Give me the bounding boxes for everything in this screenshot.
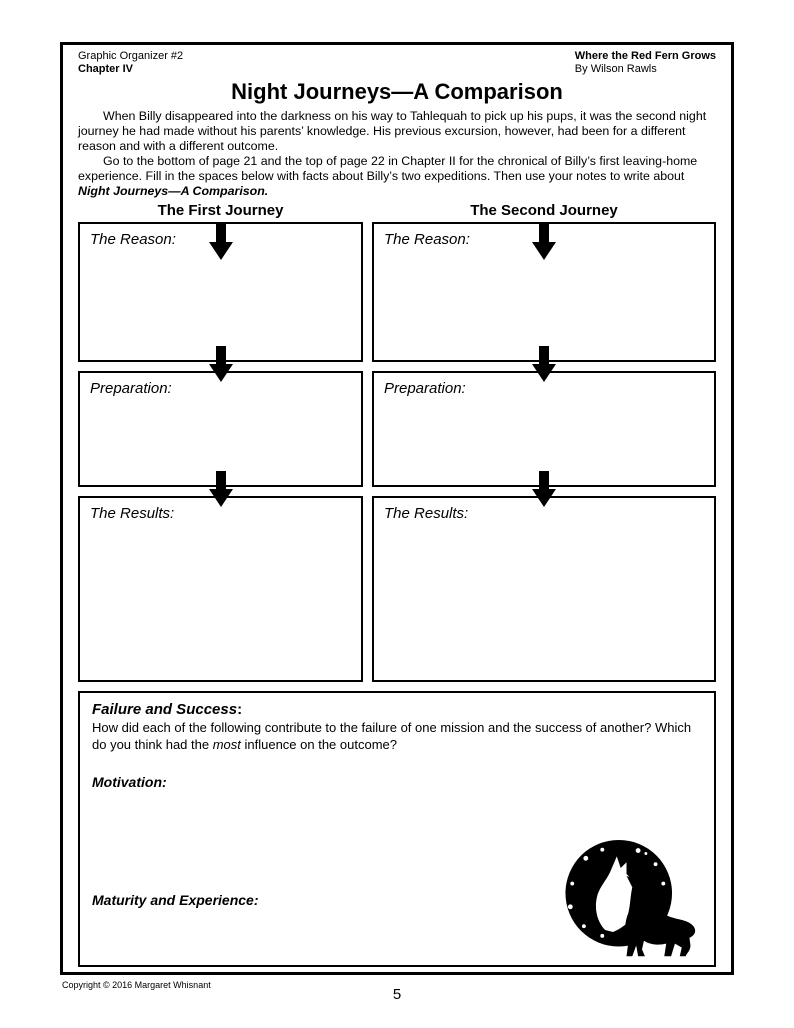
results-row (78, 496, 716, 682)
down-arrow-icon (532, 346, 556, 382)
page-number: 5 (392, 986, 402, 1003)
author-label: By Wilson Rawls (574, 63, 657, 76)
results-label: The Results: (384, 505, 469, 523)
intro-paragraph-2-text: Go to the bottom of page 21 and the top of page 22 in Chapter II for the chronical of Billy’s first leaving-home experience. Fill in the spaces below with facts about Billy’s two expeditions. Then use your notes to write about (78, 154, 698, 183)
motivation-prompt: Motivation: (92, 773, 167, 790)
page-title: Night Journeys—A Comparison (231, 79, 563, 105)
failure-success-body-text: How did each of the following contribute to the failure of one mission and the success of another? Which do you think had the (92, 720, 692, 753)
failure-success-box (78, 691, 716, 967)
organizer-label: Graphic Organizer #2 (78, 50, 184, 62)
header-right (575, 50, 716, 76)
failure-success-heading (92, 701, 702, 718)
results-box-first-journey (78, 496, 363, 682)
failure-success-body-italic: most (212, 737, 241, 753)
page-frame (60, 42, 734, 975)
failure-success-heading-text: Failure and Success (92, 701, 238, 719)
down-arrow-icon (209, 224, 233, 260)
results-box-second-journey (372, 496, 716, 682)
down-arrow-icon (532, 224, 556, 260)
page-header (78, 50, 716, 76)
intro-paragraph-1: When Billy disappeared into the darkness on his way to Tahlequah to pick up his pups, it was the second night journey he had made without his parents’ knowledge. His previous excursion, however, had been for a different reason and with a different outcome. (78, 109, 707, 153)
preparation-box-second-journey (372, 371, 716, 487)
reason-label: The Reason: (384, 231, 470, 249)
down-arrow-icon (209, 471, 233, 507)
copyright-text: Copyright © 2016 Margaret Whisnant (62, 980, 211, 990)
book-title: Where the Red Fern Grows (574, 50, 716, 62)
header-left (78, 50, 183, 76)
preparation-label: Preparation: (384, 380, 466, 398)
preparation-row (78, 371, 716, 487)
reason-row (78, 222, 716, 362)
down-arrow-icon (209, 346, 233, 382)
preparation-box-first-journey (78, 371, 363, 487)
reason-box-second-journey (372, 222, 716, 362)
chapter-label: Chapter IV (78, 63, 134, 76)
intro-paragraph-2 (78, 154, 716, 198)
column-headers (78, 202, 716, 219)
down-arrow-icon (532, 471, 556, 507)
reason-box-first-journey (78, 222, 363, 362)
failure-success-body-text-after: influence on the outcome? (240, 737, 397, 753)
wolf-moon-graphic (549, 837, 704, 963)
failure-success-body (92, 720, 702, 754)
column-header-second-journey: The Second Journey (470, 202, 618, 220)
failure-success-heading-colon: : (237, 701, 243, 719)
results-label: The Results: (90, 505, 175, 523)
preparation-label: Preparation: (90, 380, 172, 398)
column-header-first-journey: The First Journey (157, 202, 284, 220)
reason-label: The Reason: (90, 231, 176, 249)
maturity-experience-prompt: Maturity and Experience: (92, 891, 259, 908)
intro-paragraph-2-emphasis: Night Journeys—A Comparison. (78, 183, 269, 198)
